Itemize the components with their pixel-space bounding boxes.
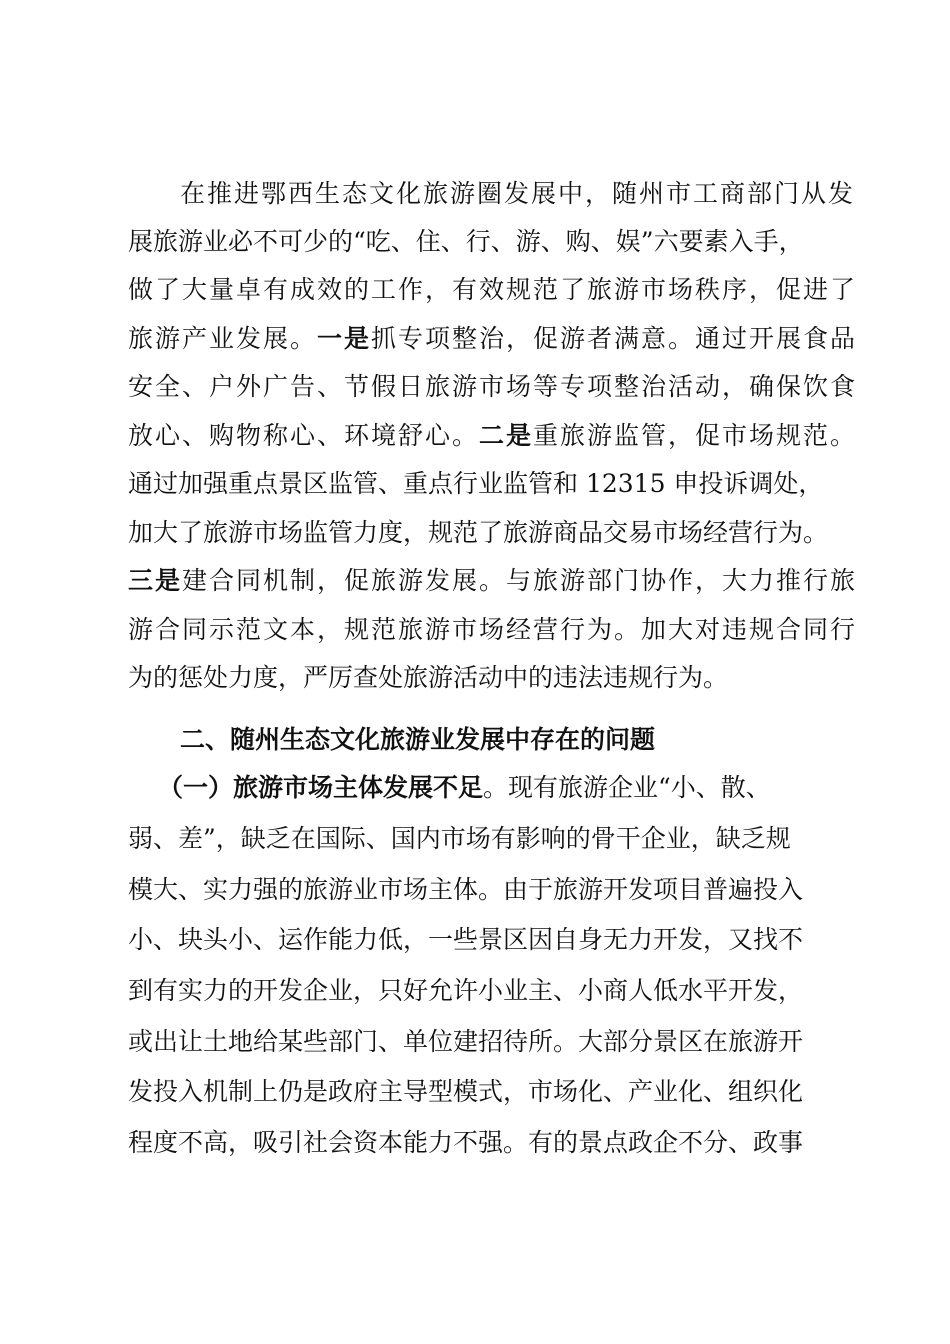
- bold-marker: 二是: [479, 421, 534, 450]
- text-span: 加大了旅游市场监管力度，规范了旅游商品交易市场经营行为。: [128, 518, 829, 547]
- text-span: 程度不高，吸引社会资本能力不强。有的景点政企不分、政事: [128, 1128, 804, 1157]
- text-line: [128, 815, 791, 863]
- text-line: [128, 460, 823, 508]
- text-span: 旅游产业发展。: [128, 324, 318, 353]
- text-span: 安全、户外广告、节假日旅游市场等专项整治活动，确保饮食: [128, 372, 858, 401]
- text-span: 为的惩处力度，严厉查处旅游活动中的违法违规行为。: [128, 663, 729, 692]
- text-line: [128, 1119, 803, 1167]
- text-line: [128, 1018, 803, 1066]
- text-line: [128, 606, 857, 654]
- text-span: 模大、实力强的旅游业市场主体。由于旅游开发项目普遍投入: [128, 875, 804, 904]
- text-line: [128, 412, 857, 460]
- text-span: 或出让土地给某些部门、单位建招待所。大部分景区在旅游开: [128, 1027, 804, 1056]
- text-span: 建合同机制，促旅游发展。与旅游部门协作，大力推行旅: [182, 566, 858, 595]
- text-span: 发投入机制上仍是政府主导型模式，市场化、产业化、组织化: [128, 1077, 804, 1106]
- text-span: 展旅游业必不可少的“吃、住、行、游、购、娱”六要素入手，: [128, 227, 804, 256]
- text-span: 弱、差”，缺乏在国际、国内市场有影响的骨干企业，缺乏规: [128, 824, 791, 853]
- text-span: 放心、购物称心、环境舒心。: [128, 421, 480, 450]
- heading-text: 二、随州生态文化旅游业发展中存在的问题: [180, 725, 656, 754]
- bold-marker: 一是: [317, 324, 372, 353]
- text-span: 通过加强重点景区监管、重点行业监管和 12315 申投诉调处，: [128, 469, 824, 498]
- subheading-text: （一）旅游市场主体发展不足: [158, 773, 484, 802]
- text-line: [128, 1068, 803, 1116]
- text-span: 抓专项整治，促游者满意。通过开展食品: [371, 324, 858, 353]
- text-line: [128, 363, 857, 411]
- text-span: 做了大量卓有成效的工作，有效规范了旅游市场秩序，促进了: [128, 275, 858, 304]
- text-line: [128, 866, 803, 914]
- section-heading: [180, 716, 655, 764]
- text-line: [128, 509, 828, 557]
- text-line: [128, 218, 804, 266]
- text-span: 在推进鄂西生态文化旅游圈发展中，随州市工商部门从发: [180, 179, 856, 208]
- text-line: [128, 916, 803, 964]
- text-line: [180, 170, 855, 218]
- text-span: 。现有旅游企业“小、散、: [483, 773, 771, 802]
- text-span: 到有实力的开发企业，只好允许小业主、小商人低水平开发，: [128, 976, 804, 1005]
- text-line: [158, 764, 771, 812]
- text-line: [128, 315, 857, 363]
- text-line: [128, 266, 857, 314]
- text-line: [128, 557, 857, 605]
- bold-marker: 三是: [128, 566, 183, 595]
- text-line: [128, 967, 803, 1015]
- text-line: [128, 654, 728, 702]
- text-span: 重旅游监管，促市场规范。: [533, 421, 858, 450]
- text-span: 小、块头小、运作能力低，一些景区因自身无力开发，又找不: [128, 925, 804, 954]
- text-span: 游合同示范文本，规范旅游市场经营行为。加大对违规合同行: [128, 615, 858, 644]
